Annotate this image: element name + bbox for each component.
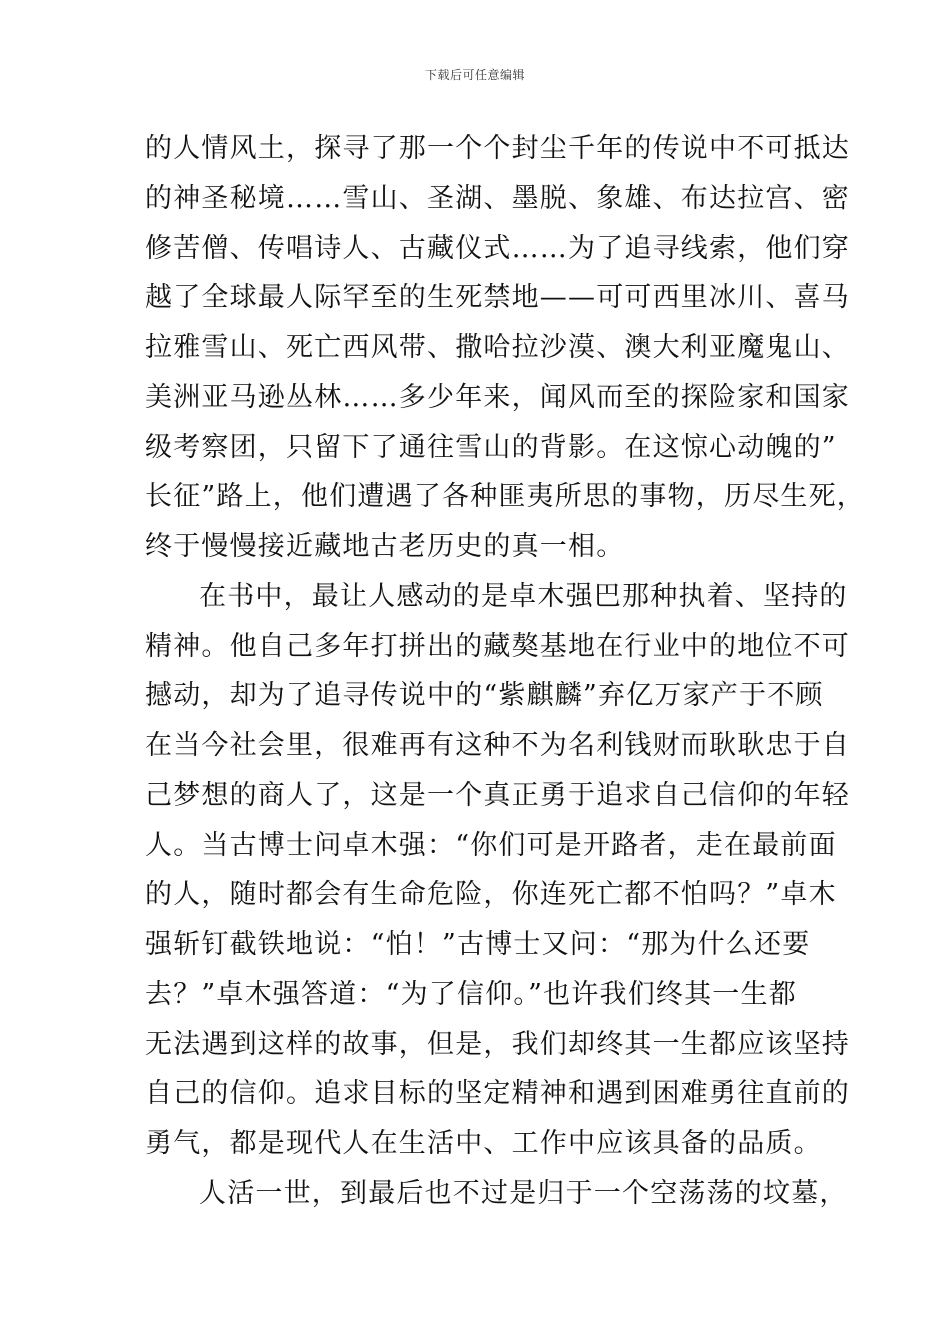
text-line: 撼动，却为了追寻传说中的“紫麒麟”弃亿万家产于不顾 — [145, 680, 824, 711]
text-line: 终于慢慢接近藏地古老历史的真一相。 — [145, 531, 625, 562]
paragraph-start-line: 人活一世，到最后也不过是归于一个空荡荡的坟墓， — [199, 1178, 848, 1209]
text-line: 级考察团，只留下了通往雪山的背影。在这惊心动魄的” — [145, 432, 837, 463]
text-line: 长征”路上，他们遭遇了各种匪夷所思的事物，历尽生死， — [145, 481, 866, 512]
text-line: 越了全球最人际罕至的生死禁地——可可西里冰川、喜马 — [145, 282, 850, 313]
page-header: 下载后可任意编辑 — [424, 68, 525, 82]
text-line: 无法遇到这样的故事，但是，我们却终其一生都应该坚持 — [145, 1029, 850, 1060]
text-line: 精神。他自己多年打拼出的藏獒基地在行业中的地位不可 — [145, 631, 850, 662]
text-line: 在当今社会里，很难再有这种不为名利钱财而耿耿忠于自 — [145, 730, 850, 761]
text-line: 修苦僧、传唱诗人、古藏仪式……为了追寻线索，他们穿 — [145, 233, 850, 264]
text-line: 拉雅雪山、死亡西风带、撒哈拉沙漠、澳大利亚魔鬼山、 — [145, 332, 850, 363]
text-line: 的人情风土，探寻了那一个个封尘千年的传说中不可抵达 — [145, 133, 850, 164]
text-line: 美洲亚马逊丛林……多少年来，闻风而至的探险家和国家 — [145, 382, 850, 413]
text-line: 强斩钉截铁地说：“怕！”古博士又问：“那为什么还要 — [145, 929, 811, 960]
text-line: 的人，随时都会有生命危险，你连死亡都不怕吗？”卓木 — [145, 879, 837, 910]
text-line: 勇气，都是现代人在生活中、工作中应该具备的品质。 — [145, 1128, 822, 1159]
text-line: 己梦想的商人了，这是一个真正勇于追求自己信仰的年轻 — [145, 780, 850, 811]
paragraph-start-line: 在书中，最让人感动的是卓木强巴那种执着、坚持的 — [199, 581, 848, 612]
text-line: 自己的信仰。追求目标的坚定精神和遇到困难勇往直前的 — [145, 1078, 850, 1109]
text-line: 去？”卓木强答道：“为了信仰。”也许我们终其一生都 — [145, 979, 797, 1010]
text-line: 人。当古博士问卓木强：“你们可是开路者，走在最前面 — [145, 830, 837, 861]
text-line: 的神圣秘境……雪山、圣湖、墨脱、象雄、布达拉宫、密 — [145, 183, 850, 214]
